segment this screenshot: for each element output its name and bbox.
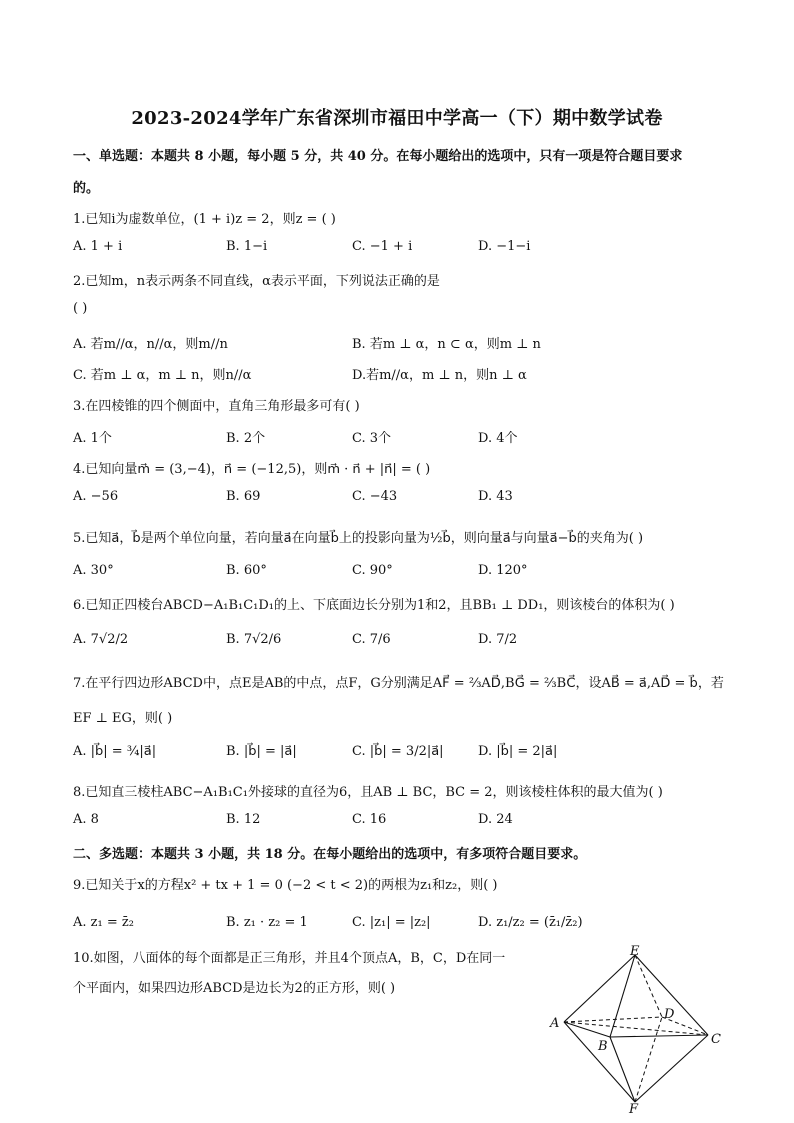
option-d: D. 24: [478, 812, 513, 827]
option-b: B. 69: [226, 489, 261, 504]
option-b: B. 2个: [226, 431, 266, 446]
option-a: A. 7√2/2: [73, 632, 129, 647]
edge-ec: [635, 955, 708, 1035]
option-b: B. 60°: [226, 563, 267, 578]
option-b: B. 12: [226, 812, 261, 827]
option-b: B. 若m ⊥ α，n ⊂ α，则m ⊥ n: [352, 337, 541, 352]
octahedron-diagram: [540, 945, 730, 1115]
option-c: C. 若m ⊥ α，m ⊥ n，则n//α: [73, 368, 252, 383]
edge-fb: [610, 1037, 635, 1102]
option-c: C. |z₁| = |z₂|: [352, 915, 431, 930]
question-4-stem: 4.已知向量m⃗ = (3,−4)，n⃗ = (−12,5)，则m⃗ · n⃗ + |n⃗| = ( ): [73, 462, 431, 477]
question-10-stem-line1: 10.如图，八面体的每个面都是正三角形，并且4个顶点A，B，C，D在同一: [73, 951, 506, 966]
option-b: B. 7√2/6: [226, 632, 282, 647]
section2-heading: 二、多选题：本题共 3 小题，共 18 分。在每小题给出的选项中，有多项符合题目要求。: [73, 847, 587, 862]
question-8-stem: 8.已知直三棱柱ABC−A₁B₁C₁外接球的直径为6，且AB ⊥ BC，BC = 2，则该棱柱体积的最大值为( ): [73, 785, 663, 800]
option-d: D. |b⃗| = 2|a⃗|: [478, 744, 558, 759]
option-d: D. 120°: [478, 563, 528, 578]
option-d: D. z₁/z₂ = (z̄₁/z̄₂): [478, 915, 583, 930]
label-a: A: [550, 1016, 560, 1031]
option-a: A. 8: [73, 812, 99, 827]
edge-ed: [635, 955, 662, 1017]
option-b: B. 1−i: [226, 239, 268, 254]
option-c: C. 90°: [352, 563, 393, 578]
page-title: 2023-2024学年广东省深圳市福田中学高一（下）期中数学试卷: [131, 108, 663, 129]
option-d: D. 43: [478, 489, 513, 504]
option-c: C. 3个: [352, 431, 392, 446]
option-a: A. 1个: [73, 431, 112, 446]
octahedron-figure: [540, 945, 730, 1115]
section1-heading-line2: 的。: [73, 181, 100, 196]
question-6-stem: 6.已知正四棱台ABCD−A₁B₁C₁D₁的上、下底面边长分别为1和2，且BB₁ ⊥ DD₁，则该棱台的体积为( ): [73, 598, 675, 613]
label-d: D: [664, 1007, 675, 1022]
section1-heading-line1: 一、单选题：本题共 8 小题，每小题 5 分，共 40 分。在每小题给出的选项中，只有一项是符合题目要求: [73, 149, 683, 164]
option-d: D. 7/2: [478, 632, 518, 647]
option-c: C. |b⃗| = 3/2|a⃗|: [352, 744, 444, 759]
option-a: A. −56: [73, 489, 119, 504]
option-d: D.若m//α，m ⊥ n，则n ⊥ α: [352, 368, 527, 383]
option-b: B. z₁ · z₂ = 1: [226, 915, 308, 930]
question-10-stem-line2: 个平面内，如果四边形ABCD是边长为2的正方形，则( ): [73, 981, 396, 996]
option-a: A. |b⃗| = ¾|a⃗|: [73, 744, 157, 759]
question-9-stem: 9.已知关于x的方程x² + tx + 1 = 0 (−2 < t < 2)的两根为z₁和z₂，则( ): [73, 878, 498, 893]
option-c: C. −1 + i: [352, 239, 413, 254]
option-b: B. |b⃗| = |a⃗|: [226, 744, 297, 759]
label-c: C: [711, 1032, 721, 1047]
question-5-stem: 5.已知a⃗，b⃗是两个单位向量，若向量a⃗在向量b⃗上的投影向量为½b⃗，则向量a⃗与向量a⃗−b⃗的夹角为( ): [73, 531, 644, 546]
question-2-paren: ( ): [73, 301, 88, 316]
option-a: A. z₁ = z̄₂: [73, 915, 134, 930]
question-2-stem: 2.已知m，n表示两条不同直线，α表示平面，下列说法正确的是: [73, 274, 440, 289]
option-d: D. 4个: [478, 431, 518, 446]
option-a: A. 若m//α，n//α，则m//n: [73, 337, 228, 352]
option-c: C. −43: [352, 489, 398, 504]
edge-ad: [564, 1017, 662, 1022]
option-a: A. 1 + i: [73, 239, 123, 254]
question-3-stem: 3.在四棱锥的四个侧面中，直角三角形最多可有( ): [73, 399, 360, 414]
label-e: E: [630, 945, 640, 959]
question-7-stem-line2: EF ⊥ EG，则( ): [73, 711, 173, 726]
option-d: D. −1−i: [478, 239, 531, 254]
question-1-stem: 1.已知i为虚数单位，(1 + i)z = 2，则z = ( ): [73, 212, 336, 227]
option-c: C. 16: [352, 812, 387, 827]
option-c: C. 7/6: [352, 632, 391, 647]
option-a: A. 30°: [73, 563, 114, 578]
question-7-stem: 7.在平行四边形ABCD中，点E是AB的中点，点F，G分别满足AF⃗ = ⅔AD⃗,BG⃗ = ⅔BC⃗，设AB⃗ = a⃗,AD⃗ = b⃗，若: [73, 676, 724, 691]
edge-bc: [610, 1035, 708, 1037]
label-b: B: [598, 1039, 608, 1054]
label-f: F: [629, 1102, 639, 1115]
